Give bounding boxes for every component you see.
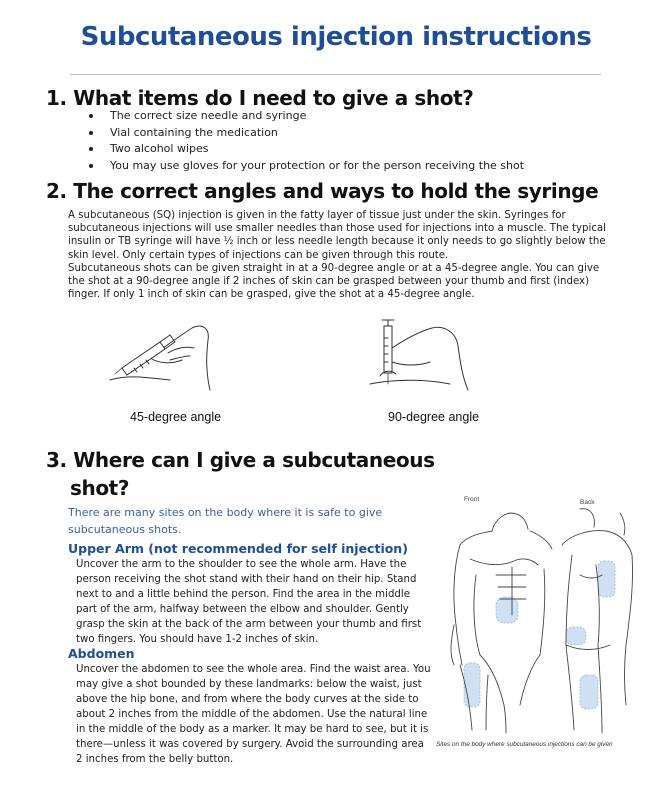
caption-45-degree: 45-degree angle [130, 410, 222, 424]
paragraph-angles: Subcutaneous shots can be given straight in at a 90-degree angle or at a 45-degree angle. You can give the shot at a 90-degree angle if 2 inches of skin can be grasped between your thumb and first (index) finger. If only 1 inch of skin can be grasped, give the shot at a 45-degree angle. [68, 263, 600, 301]
list-item: The correct size needle and syringe [84, 108, 524, 125]
syringe-45-degree-illustration [110, 318, 220, 398]
figure-caption: Sites on the body where subcutaneous injections can be given [436, 741, 613, 748]
injection-site-upper-arm [598, 561, 615, 597]
front-label: Front [464, 496, 480, 503]
syringe-90-degree-illustration [370, 318, 480, 398]
section-3-heading-line2: shot? [70, 476, 130, 500]
divider [70, 74, 601, 75]
page-title: Subcutaneous injection instructions [80, 22, 592, 52]
paragraph-sq-overview: A subcutaneous (SQ) injection is given in the fatty layer of tissue just under the skin. Syringes for subcutaneous injections will use smaller needles than those used for injections into a muscle. The typical insulin or TB syringe will have ½ inch or less needle length because it only needs to go slightly below the skin level. Only certain types of injections can be given through this route. [68, 210, 606, 261]
injection-site-thigh-front [464, 663, 480, 707]
injection-site-buttock [566, 627, 586, 645]
list-item: Two alcohol wipes [84, 141, 524, 158]
injection-site-abdomen [496, 597, 518, 623]
list-item: You may use gloves for your protection or for the person receiving the shot [84, 158, 524, 175]
injection-site-thigh-back [580, 675, 598, 709]
section-1-heading: 1. What items do I need to give a shot? [46, 86, 474, 110]
section-3-intro: There are many sites on the body where it is safe to give subcutaneous shots. [68, 506, 383, 536]
upper-arm-heading: Upper Arm (not recommended for self injection) [68, 541, 408, 556]
items-list [84, 108, 524, 174]
body-injection-sites-figure [440, 505, 640, 735]
back-label: Back [580, 499, 595, 506]
upper-arm-text: Uncover the arm to the shoulder to see the whole arm. Have the person receiving the shot stand with their hand on their hip. Stand next to and a little behind the person. Find the area in the middle part of the arm, halfway between the elbow and shoulder. Gently grasp the skin at the back of the arm between your thumb and first two fingers. You should have 1-2 inches of skin. [76, 559, 422, 645]
caption-90-degree: 90-degree angle [388, 410, 480, 424]
section-2-heading: 2. The correct angles and ways to hold the syringe [46, 179, 599, 203]
list-item: Vial containing the medication [84, 125, 524, 142]
abdomen-text: Uncover the abdomen to see the whole area. Find the waist area. You may give a shot bounded by these landmarks: below the waist, just above the hip bone, and from where the body curves at the side to about 2 inches from the middle of the abdomen. Use the natural line in the middle of the body as a marker. It may be hard to see, but it is there—unless it was covered by surgery. Avoid the surrounding area 2 inches from the belly button. [76, 664, 431, 765]
section-3-heading: 3. Where can I give a subcutaneous [46, 448, 435, 472]
abdomen-heading: Abdomen [68, 646, 135, 661]
